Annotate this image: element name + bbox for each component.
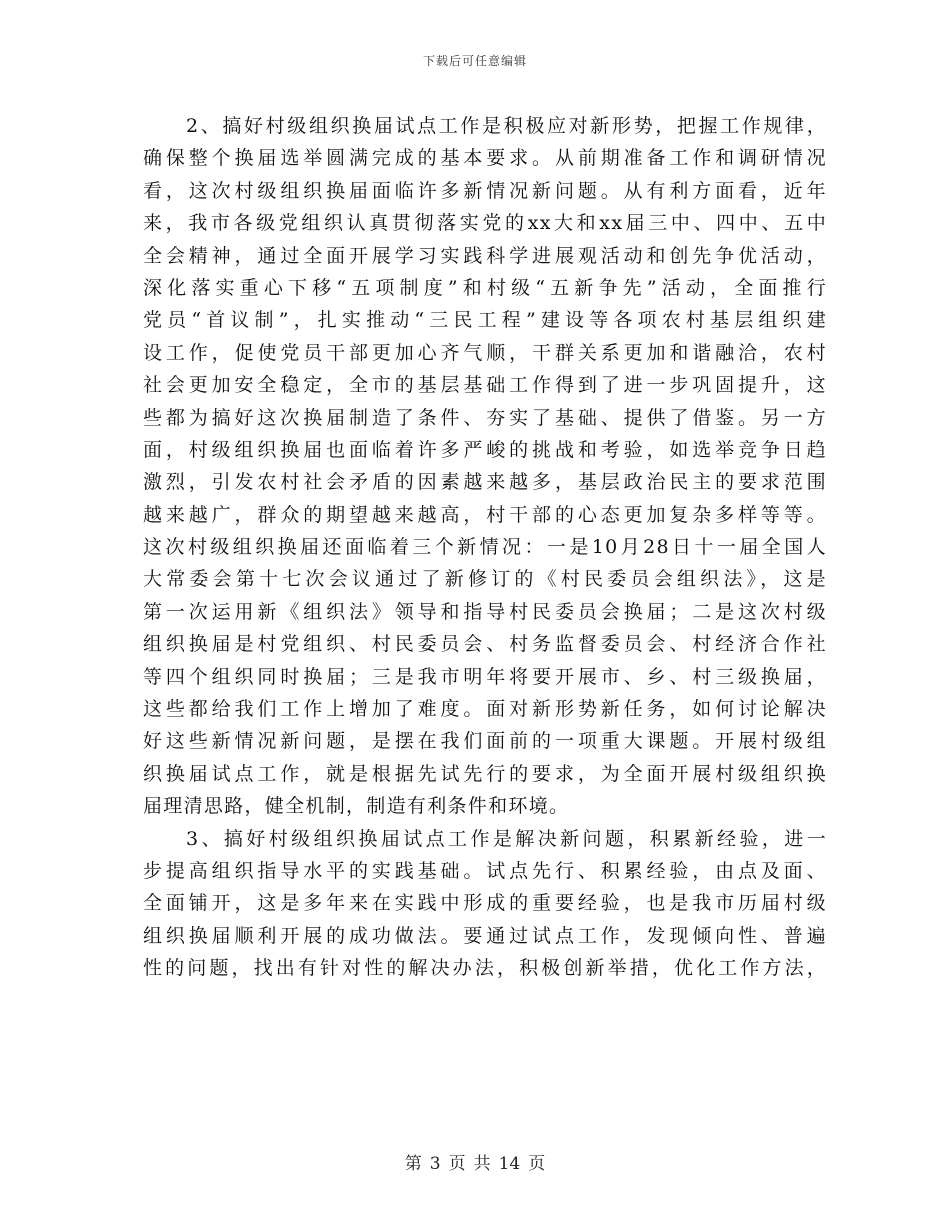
paragraph-line: 全面铺开，这是多年来在实践中形成的重要经验，也是我市历届村级 (143, 892, 827, 915)
footer-current-page: 3 (429, 1154, 441, 1174)
paragraph-line: 全会精神，通过全面开展学习实践科学进展观活动和创先争优活动， (143, 244, 827, 267)
paragraph-line: 组织换届是村党组织、村民委员会、村务监督委员会、村经济合作社 (143, 633, 827, 656)
paragraph-line: 越来越广，群众的期望越来越高，村干部的心态更加复杂多样等等。 (143, 503, 827, 526)
footer-prefix: 第 (404, 1154, 422, 1174)
document-body (143, 110, 827, 985)
footer-total-pages: 14 (498, 1154, 521, 1174)
paragraph-line: 党员“首议制”，扎实推动“三民工程”建设等各项农村基层组织建 (143, 309, 827, 332)
paragraph-line: 这些都给我们工作上增加了难度。面对新形势新任务，如何讨论解决 (143, 698, 827, 721)
paragraph-line: 2、搞好村级组织换届试点工作是积极应对新形势，把握工作规律， (186, 115, 827, 137)
paragraph-line: 性的问题，找出有针对性的解决办法，积极创新举措，优化工作方法， (143, 957, 827, 980)
paragraph-line: 届理清思路，健全机制，制造有利条件和环境。 (143, 795, 570, 818)
paragraph-line: 些都为搞好这次换届制造了条件、夯实了基础、提供了借鉴。另一方 (143, 406, 827, 429)
footer-suffix: 页 (528, 1154, 546, 1174)
paragraph-line: 确保整个换届选举圆满完成的基本要求。从前期准备工作和调研情况 (143, 147, 827, 170)
paragraph-line: 激烈，引发农村社会矛盾的因素越来越多，基层政治民主的要求范围 (143, 471, 827, 494)
paragraph-line: 织换届试点工作，就是根据先试先行的要求，为全面开展村级组织换 (143, 762, 827, 785)
paragraph-line: 第一次运用新《组织法》领导和指导村民委员会换届；二是这次村级 (143, 600, 827, 623)
paragraph-line: 步提高组织指导水平的实践基础。试点先行、积累经验，由点及面、 (143, 859, 827, 882)
paragraph-line: 深化落实重心下移“五项制度”和村级“五新争先”活动，全面推行 (143, 276, 827, 299)
paragraph-line: 设工作，促使党员干部更加心齐气顺，干群关系更加和谐融洽，农村 (143, 341, 827, 364)
paragraph-line: 来，我市各级党组织认真贯彻落实党的xx大和xx届三中、四中、五中 (143, 212, 827, 235)
paragraph-line: 组织换届顺利开展的成功做法。要通过试点工作，发现倾向性、普遍 (143, 924, 827, 947)
paragraph-line: 好这些新情况新问题，是摆在我们面前的一项重大课题。开展村级组 (143, 730, 827, 753)
footer-total-word: 共 (473, 1154, 491, 1174)
paragraph-line: 社会更加安全稳定，全市的基层基础工作得到了进一步巩固提升，这 (143, 374, 827, 397)
footer-page-word: 页 (448, 1154, 466, 1174)
page-footer (0, 1149, 950, 1174)
paragraph-line: 等四个组织同时换届；三是我市明年将要开展市、乡、村三级换届， (143, 665, 827, 688)
page-header-note: 下载后可任意编辑 (422, 54, 527, 68)
paragraph-line: 面，村级组织换届也面临着许多严峻的挑战和考验，如选举竞争日趋 (143, 438, 827, 461)
paragraph-line: 这次村级组织换届还面临着三个新情况：一是10月28日十一届全国人 (143, 536, 827, 559)
paragraph-line: 大常委会第十七次会议通过了新修订的《村民委员会组织法》，这是 (143, 568, 827, 591)
paragraph-line: 看，这次村级组织换届面临许多新情况新问题。从有利方面看，近年 (143, 179, 827, 202)
paragraph-line: 3、搞好村级组织换届试点工作是解决新问题，积累新经验，进一 (186, 827, 827, 850)
